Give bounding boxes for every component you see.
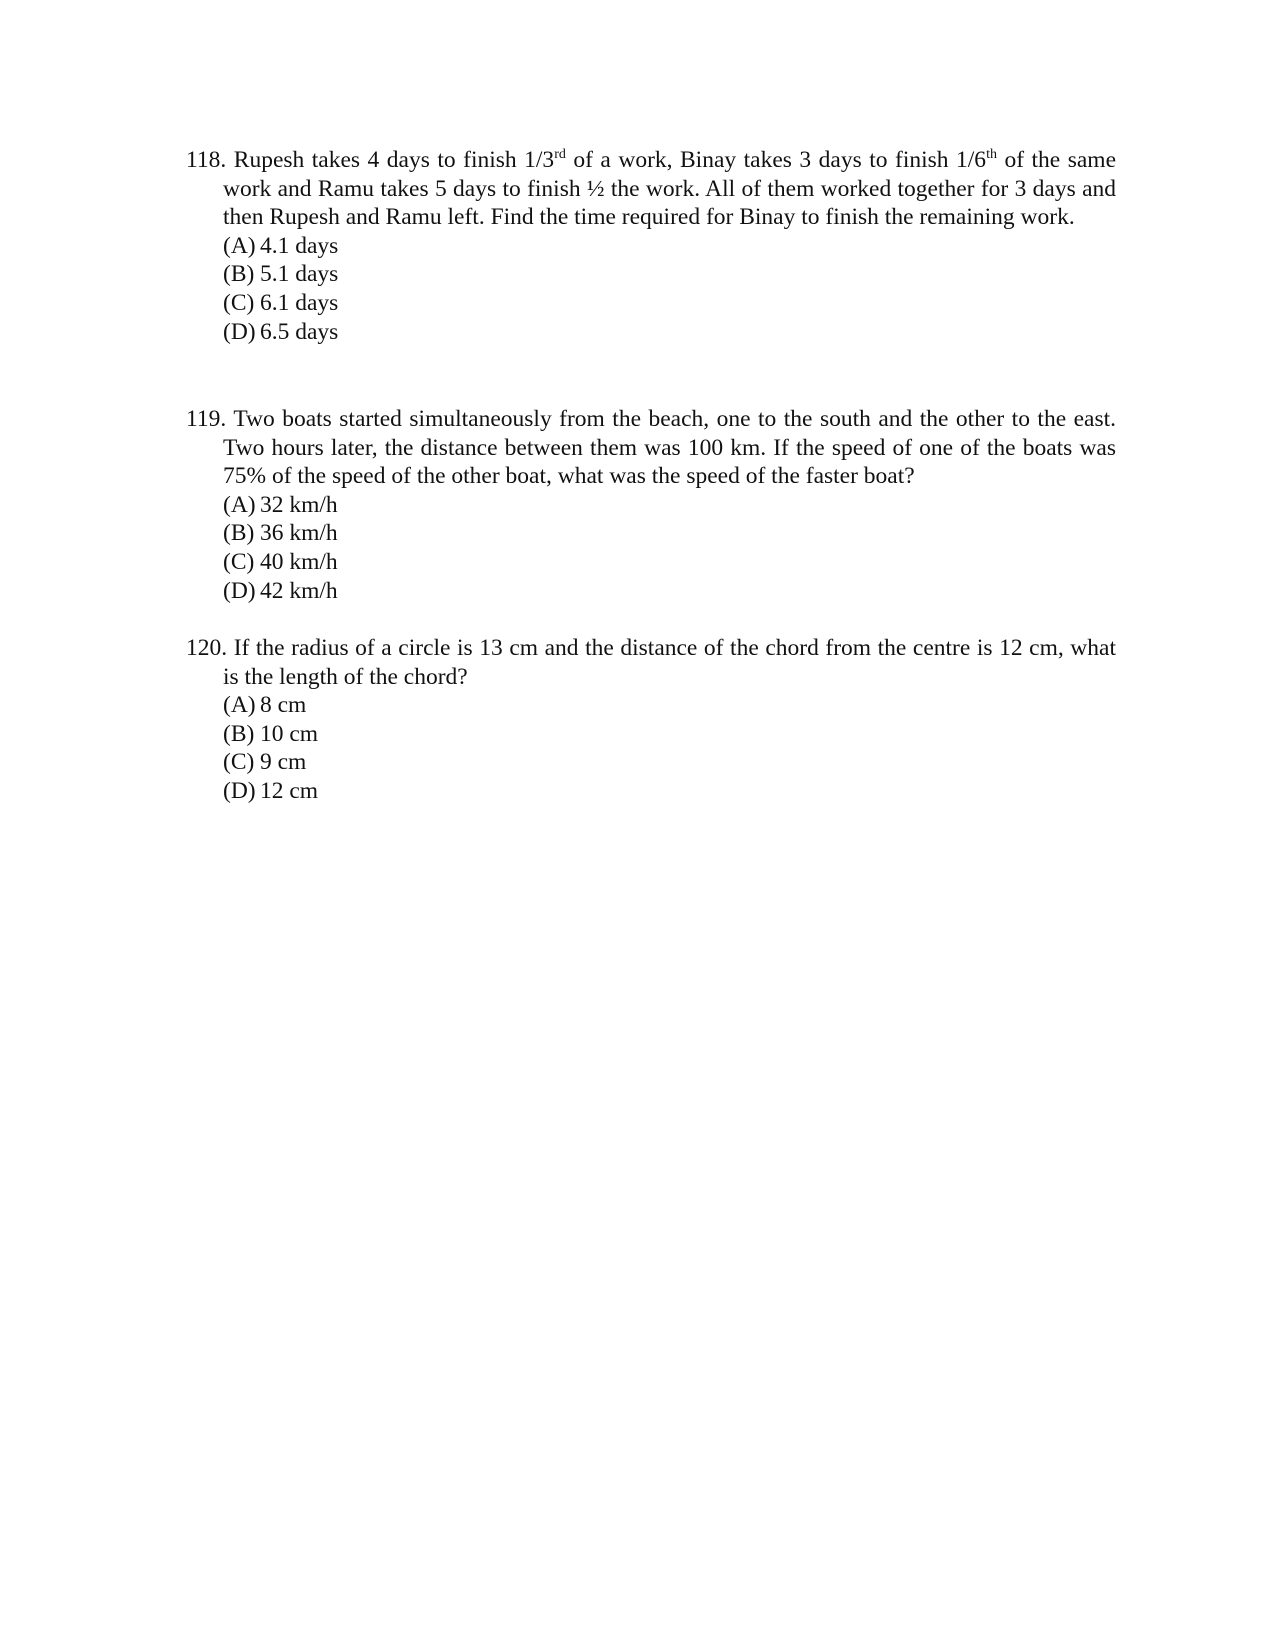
question-stem [186,146,1116,232]
option-text: 32 km/h [260,491,338,518]
option-b [223,260,1116,289]
option-letter: (D) [223,777,256,804]
question-stem [186,634,1116,691]
option-letter: (C) [223,749,255,776]
option-text: 6.1 days [260,289,339,316]
stem-text: of the same work and Ramu takes 5 days to finish ½ the work. All of them worked together for 3 days and then Rupesh and Ramu left. Find the time required for Binay to finish the remaining work. [223,147,1117,231]
option-letter: (C) [223,548,255,575]
option-letter: (C) [223,289,255,316]
question-number: 120. [186,635,228,661]
stem-text: Rupesh takes 4 days to finish 1/3 [233,147,555,173]
option-text: 6.5 days [260,318,339,345]
option-text: 5.1 days [260,261,339,288]
option-c [223,548,1116,577]
option-letter: (D) [223,577,256,604]
option-a [223,491,1116,520]
option-c [223,748,1116,777]
option-letter: (B) [223,720,255,747]
option-a [223,232,1116,261]
option-text: 12 cm [260,777,319,804]
option-b [223,519,1116,548]
option-d [223,577,1116,606]
question-119 [186,405,1116,605]
options-list [186,691,1116,805]
ordinal-suffix: rd [554,147,566,162]
option-text: 42 km/h [260,577,338,604]
option-b [223,720,1116,749]
question-number: 118. [186,147,227,173]
ordinal-suffix: th [986,147,997,162]
option-letter: (B) [223,261,255,288]
option-letter: (D) [223,318,256,345]
question-120 [186,634,1116,806]
option-letter: (A) [223,232,256,259]
question-118 [186,146,1116,346]
option-letter: (B) [223,520,255,547]
option-text: 9 cm [260,749,307,776]
option-d [223,777,1116,806]
options-list [186,491,1116,605]
option-letter: (A) [223,491,256,518]
option-c [223,289,1116,318]
option-text: 8 cm [260,692,307,719]
stem-text: If the radius of a circle is 13 cm and the distance of the chord from the centre is 12 cm, what is the length of the chord? [223,635,1116,690]
stem-text: Two boats started simultaneously from the beach, one to the south and the other to the east. Two hours later, the distance between them was 100 km. If the speed of one of the boats was 75% of the speed of the other boat, what was the speed of the faster boat? [223,406,1116,490]
option-letter: (A) [223,692,256,719]
option-d [223,318,1116,347]
options-list [186,232,1116,346]
option-text: 36 km/h [260,520,338,547]
option-a [223,691,1116,720]
option-text: 10 cm [260,720,319,747]
option-text: 4.1 days [260,232,339,259]
question-stem [186,405,1116,491]
question-number: 119. [186,406,227,432]
option-text: 40 km/h [260,548,338,575]
stem-text: of a work, Binay takes 3 days to finish 1/6 [565,147,987,173]
